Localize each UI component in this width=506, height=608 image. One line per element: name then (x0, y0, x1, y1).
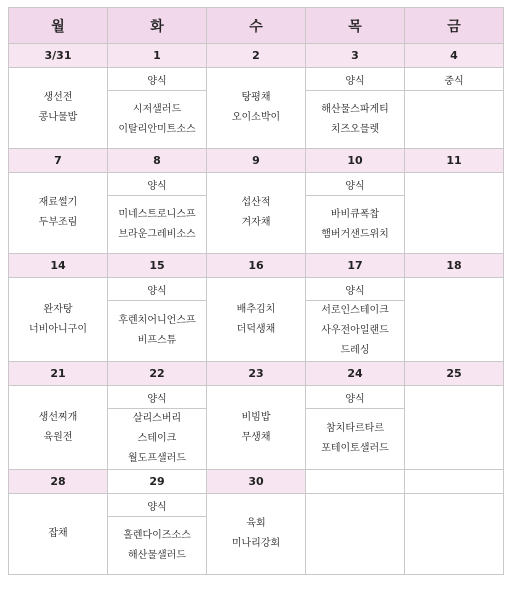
menu-cell-monday (9, 278, 108, 362)
menu-item: 오이소박이 (231, 112, 281, 123)
category-label: 중식 (405, 68, 504, 91)
header-wednesday: 수 (207, 8, 306, 44)
menu-item: 미나리강회 (231, 538, 281, 549)
date-cell: 28 (9, 470, 108, 494)
date-row-week3 (9, 254, 504, 278)
menu-cell-tuesday (108, 196, 207, 254)
menu-cell-thursday (306, 196, 405, 254)
menu-item: 더덕생채 (236, 323, 276, 335)
header-thursday: 목 (306, 8, 405, 44)
menu-item: 콩나물밥 (38, 112, 78, 123)
date-cell: 18 (405, 254, 504, 278)
menu-item: 섭산적 (241, 197, 271, 208)
menu-item: 서로인스테이크 (321, 305, 389, 316)
header-monday: 월 (9, 8, 108, 44)
date-cell: 23 (207, 362, 306, 386)
date-cell: 1 (108, 44, 207, 68)
menu-cell-thursday (306, 301, 405, 362)
date-row-week1 (9, 44, 504, 68)
date-cell: 7 (9, 149, 108, 173)
menu-item: 스테이크 (137, 433, 177, 444)
menu-cell-wednesday (207, 494, 306, 575)
header-friday: 금 (405, 8, 504, 44)
date-row-week2 (9, 149, 504, 173)
menu-cell-tuesday (108, 409, 207, 470)
menu-item: 포테이토샐러드 (321, 443, 389, 454)
date-cell: 10 (306, 149, 405, 173)
menu-item: 겨자채 (241, 217, 271, 228)
menu-item: 비빔밥 (241, 411, 271, 423)
empty-cell (405, 386, 504, 470)
date-row-week5 (9, 470, 504, 494)
category-row-week3 (9, 278, 504, 301)
date-cell (306, 470, 405, 494)
menu-cell-thursday (306, 409, 405, 470)
header-tuesday: 화 (108, 8, 207, 44)
menu-item: 두부조림 (38, 217, 78, 228)
date-cell: 3 (306, 44, 405, 68)
category-label: 양식 (306, 68, 405, 91)
menu-cell-thursday (306, 91, 405, 149)
menu-item: 생선찌개 (38, 411, 78, 423)
menu-item: 햄버거샌드위치 (321, 228, 389, 240)
menu-item: 배추김치 (236, 303, 276, 315)
menu-cell-monday (9, 68, 108, 149)
menu-item: 이탈리안미트소스 (118, 123, 196, 135)
date-row-week4 (9, 362, 504, 386)
date-cell: 30 (207, 470, 306, 494)
date-cell: 16 (207, 254, 306, 278)
menu-cell-monday (9, 173, 108, 254)
menu-item: 육회 (246, 518, 266, 529)
menu-item: 후렌치어니언스프 (118, 315, 196, 326)
empty-cell (405, 173, 504, 254)
category-label: 양식 (108, 173, 207, 196)
menu-item: 해산물샐러드 (128, 549, 186, 561)
menu-item: 시저샐러드 (132, 103, 182, 115)
menu-item: 무생채 (241, 431, 271, 443)
date-cell: 11 (405, 149, 504, 173)
menu-item: 월도프샐러드 (128, 453, 186, 464)
menu-item: 너비아니구이 (29, 323, 87, 335)
date-cell: 14 (9, 254, 108, 278)
empty-cell (405, 91, 504, 149)
menu-cell-tuesday (108, 91, 207, 149)
date-cell: 24 (306, 362, 405, 386)
category-label: 양식 (306, 173, 405, 196)
menu-item: 비프스튜 (137, 335, 177, 346)
menu-item: 바비큐폭찹 (330, 208, 380, 220)
menu-item: 해산물스파게티 (321, 103, 389, 115)
category-label: 양식 (108, 278, 207, 301)
menu-cell-wednesday (207, 386, 306, 470)
category-row-week4 (9, 386, 504, 409)
menu-cell-wednesday (207, 173, 306, 254)
menu-item: 재료썰기 (38, 197, 78, 208)
date-cell: 25 (405, 362, 504, 386)
menu-cell-tuesday (108, 517, 207, 575)
date-cell: 22 (108, 362, 207, 386)
menu-item: 잡채 (48, 528, 68, 539)
date-cell: 8 (108, 149, 207, 173)
menu-cell-tuesday (108, 301, 207, 362)
menu-item: 홀렌다이즈소스 (123, 529, 191, 541)
menu-cell-monday (9, 386, 108, 470)
date-cell: 17 (306, 254, 405, 278)
date-cell: 3/31 (9, 44, 108, 68)
monthly-menu-table (8, 7, 504, 575)
category-row-week2 (9, 173, 504, 196)
empty-cell (306, 494, 405, 575)
menu-item: 참치타르타르 (326, 423, 384, 434)
menu-item: 살리스버리 (132, 413, 182, 424)
category-row-week1 (9, 68, 504, 91)
menu-item: 완자탕 (43, 303, 73, 315)
menu-item: 드레싱 (340, 345, 370, 356)
date-cell (405, 470, 504, 494)
empty-cell (405, 494, 504, 575)
date-cell: 4 (405, 44, 504, 68)
date-cell: 29 (108, 470, 207, 494)
menu-cell-monday (9, 494, 108, 575)
category-label: 양식 (108, 386, 207, 409)
menu-item: 사우전아일랜드 (321, 325, 389, 336)
date-cell: 15 (108, 254, 207, 278)
date-cell: 9 (207, 149, 306, 173)
menu-item: 육원전 (43, 431, 73, 443)
category-label: 양식 (108, 68, 207, 91)
menu-item: 미네스트로니스프 (118, 208, 196, 220)
menu-item: 생선전 (43, 92, 73, 103)
menu-cell-wednesday (207, 278, 306, 362)
menu-cell-wednesday (207, 68, 306, 149)
menu-item: 탕평채 (241, 92, 271, 103)
date-cell: 2 (207, 44, 306, 68)
category-label: 양식 (306, 278, 405, 301)
empty-cell (405, 278, 504, 362)
category-row-week5 (9, 494, 504, 517)
category-label: 양식 (306, 386, 405, 409)
menu-item: 브라운그레비소스 (118, 228, 196, 240)
menu-item: 치즈오믈렛 (330, 123, 380, 135)
weekday-header-row (9, 8, 504, 44)
date-cell: 21 (9, 362, 108, 386)
category-label: 양식 (108, 494, 207, 517)
